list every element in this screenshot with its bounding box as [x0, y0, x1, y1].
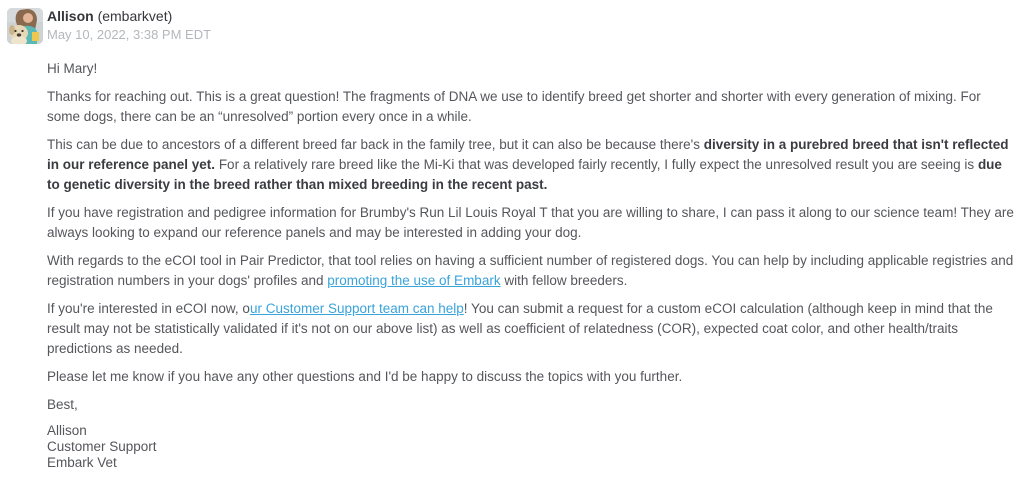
message-paragraph	[47, 299, 1014, 359]
text-run: Please let me know if you have any other questions and I'd be happy to discuss the topics with you further.	[47, 369, 683, 384]
bold-text: due to genetic diversity in the breed rather than mixed breeding in the recent past.	[47, 157, 1002, 192]
message-paragraph	[47, 367, 1014, 387]
author-handle: (embarkvet)	[97, 8, 173, 24]
message-paragraph	[47, 135, 1014, 195]
message-paragraph	[47, 59, 1014, 79]
message-body	[47, 59, 1014, 471]
text-run: with fellow breeders.	[500, 273, 628, 288]
text-run: ! You can submit a request for a custom eCOI calculation (although keep in mind that the result may not be statistically validated if it's not on our above list) as well as coefficient of relatedness (COR), expected coat color, and other health/traits predictions as needed.	[47, 301, 993, 356]
text-run: If you have registration and pedigree information for Brumby's Run Lil Louis Royal T that you are willing to share, I can pass it along to our science team! They are always looking to expand our reference panels and may be interested in adding your dog.	[47, 205, 1014, 240]
inline-link[interactable]: promoting the use of Embark	[327, 273, 501, 288]
text-run: Best,	[47, 397, 78, 412]
text-run: If you're interested in eCOI now, o	[47, 301, 250, 316]
message-paragraph	[47, 87, 1014, 127]
bold-text: diversity in a purebred breed that isn't reflected in our reference panel yet.	[47, 137, 1009, 172]
inline-link[interactable]: ur Customer Support team can help	[249, 301, 464, 316]
comment-content	[43, 6, 1014, 479]
timestamp: May 10, 2022, 3:38 PM EDT	[47, 27, 212, 42]
message-paragraph	[47, 251, 1014, 291]
avatar-image	[7, 8, 43, 44]
message-paragraph	[47, 203, 1014, 243]
comment-header	[47, 6, 1014, 25]
text-run: Hi Mary!	[47, 61, 98, 76]
author-name: Allison	[47, 8, 94, 24]
message-paragraph	[47, 395, 1014, 415]
signature-block: Allison Customer Support Embark Vet	[47, 423, 157, 470]
text-run: With regards to the eCOI tool in Pair Predictor, that tool relies on having a sufficient number of registered dogs. You can help by including applicable registries and registration numbers in your dogs' profiles and	[47, 253, 1014, 288]
text-run: This can be due to ancestors of a different breed far back in the family tree, but it can also be because there's	[47, 137, 704, 152]
text-run: For a relatively rare breed like the Mi-Ki that was developed fairly recently, I fully expect the unresolved result you are seeing is	[215, 157, 978, 172]
avatar	[7, 8, 43, 44]
text-run: Thanks for reaching out. This is a great question! The fragments of DNA we use to identify breed get shorter and shorter with every generation of mixing. For some dogs, there can be an “unresolved” portion every once in a while.	[47, 89, 981, 124]
